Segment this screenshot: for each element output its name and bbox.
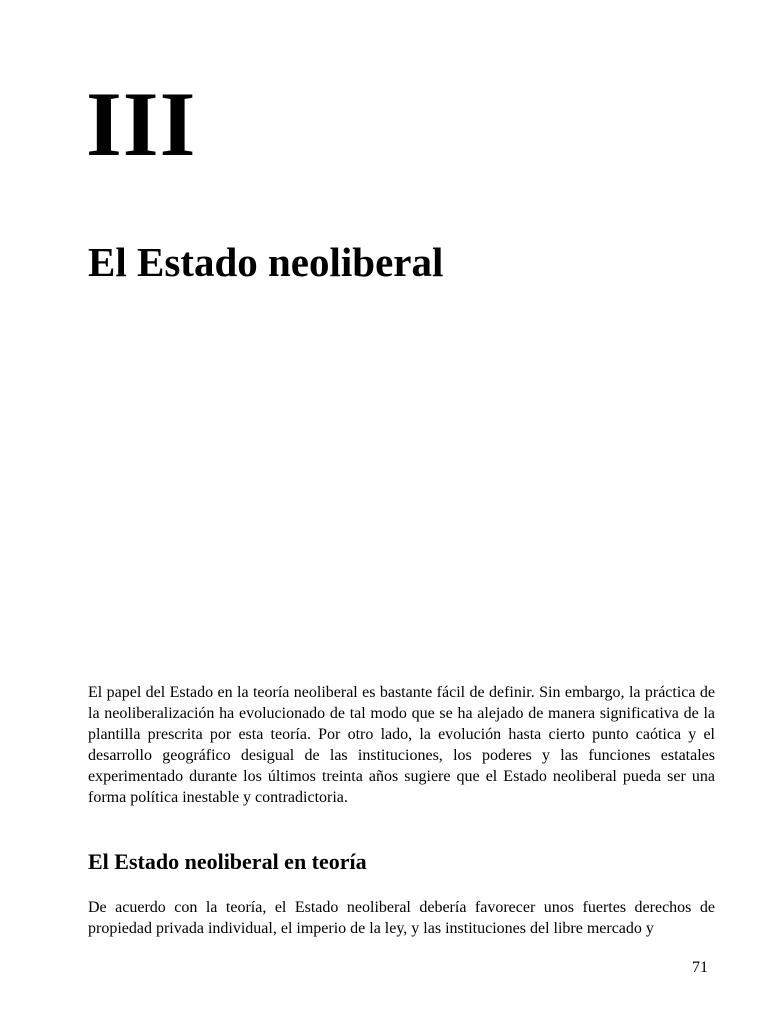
chapter-number: III [86, 73, 197, 175]
section-paragraph: De acuerdo con la teoría, el Estado neoliberal debería favorecer unos fuertes derechos de propiedad privada individual, el imperio de la ley, y las instituciones del libre mercado y [88, 899, 715, 937]
section-heading: El Estado neoliberal en teoría [88, 849, 367, 874]
intro-paragraph: El papel del Estado en la teoría neoliberal es bastante fácil de definir. Sin embargo, la práctica de la neoliberalización ha evolucionado de tal modo que se ha alejado de manera significativa de la plantilla prescrita por esta teoría. Por otro lado, la evolución hasta cierto punto caótica y el desarrollo geográfico desigual de las instituciones, los poderes y las funciones estatales experimentado durante los últimos treinta años sugiere que el Estado neoliberal pueda ser una forma política inestable y contradictoria. [88, 684, 715, 806]
page-number: 71 [692, 959, 708, 976]
chapter-title: El Estado neoliberal [88, 239, 444, 285]
